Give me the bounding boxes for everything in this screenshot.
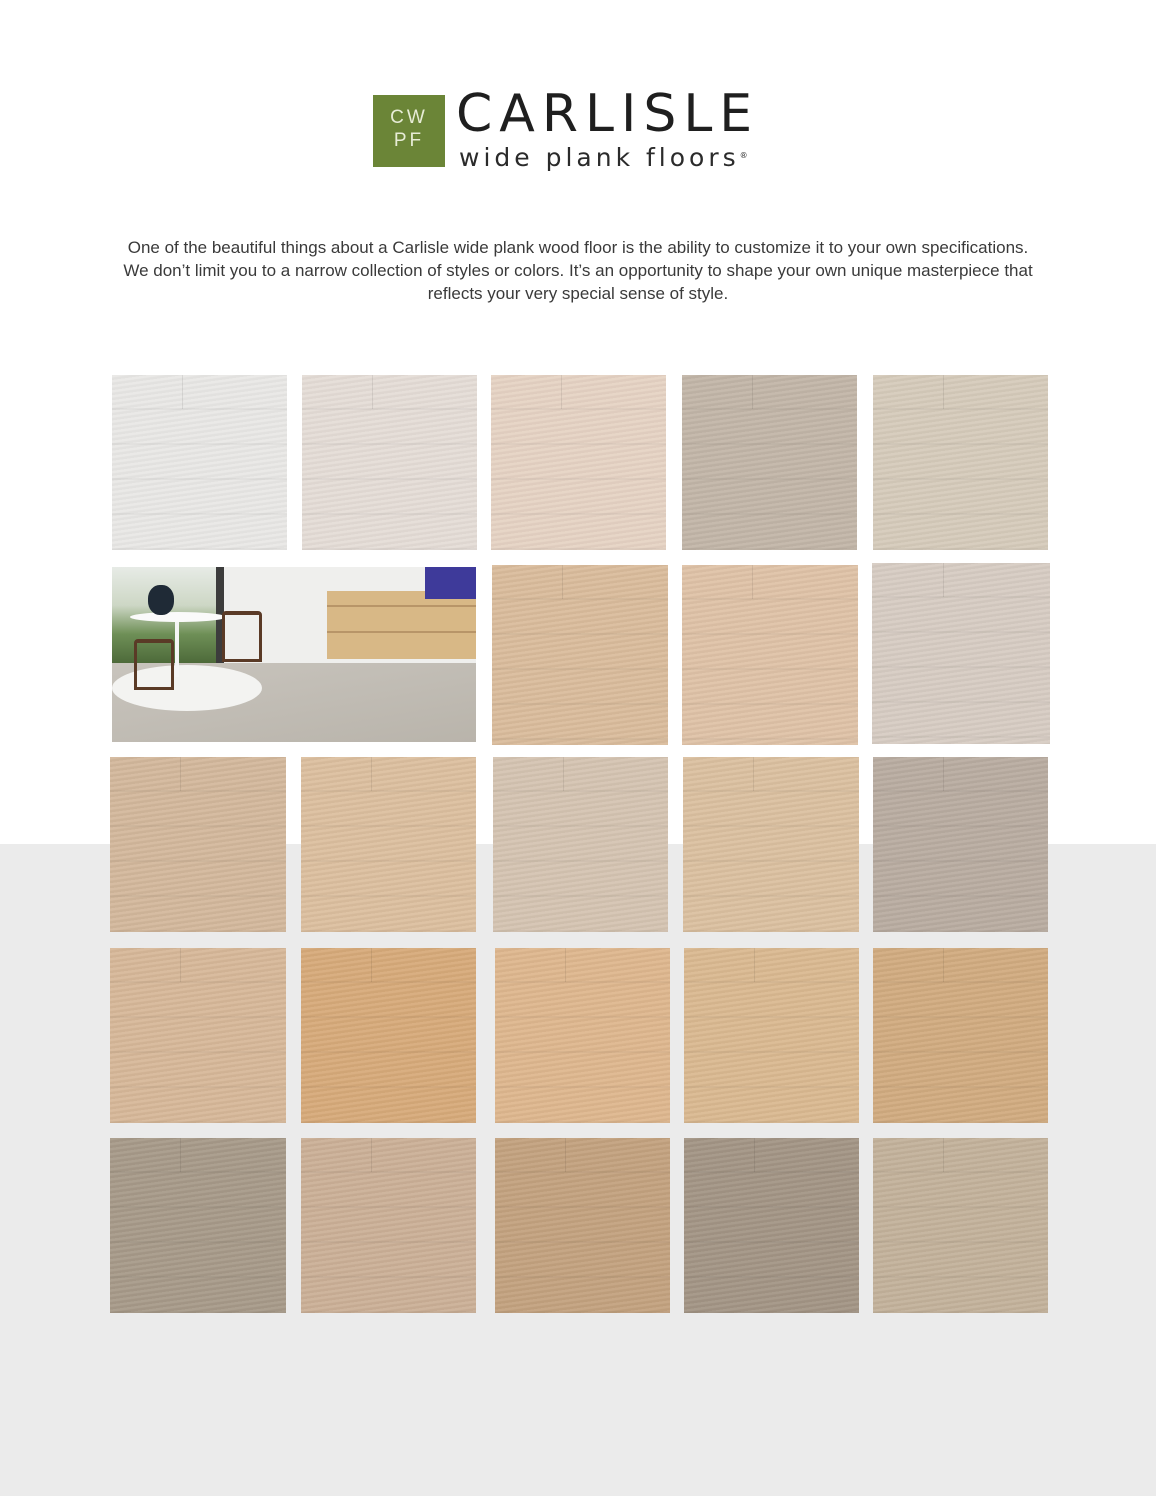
- chair: [134, 639, 174, 690]
- floor-swatch: [110, 948, 286, 1123]
- floor-swatch: [493, 757, 668, 932]
- vase: [148, 585, 174, 615]
- floor-swatch: [301, 757, 476, 932]
- floor-swatch: [112, 375, 287, 550]
- floor-swatch: [682, 565, 858, 745]
- tagline-text: wide plank floors: [459, 143, 740, 172]
- floor-swatch: [110, 757, 286, 932]
- floor-swatch: [873, 757, 1048, 932]
- wall-art: [425, 567, 476, 599]
- room-interior-image: [112, 567, 476, 742]
- cabinet-shelf: [327, 605, 476, 607]
- floor-swatch: [873, 948, 1048, 1123]
- floor-swatch: [302, 375, 477, 550]
- brand-tagline: [459, 144, 748, 172]
- registered-mark: ®: [739, 151, 748, 160]
- floor-swatch: [110, 1138, 286, 1313]
- table-leg: [175, 622, 179, 677]
- floor-swatch: [682, 375, 857, 550]
- monogram-line-1: CW: [390, 107, 428, 128]
- floor-swatch: [492, 565, 668, 745]
- brand-name: CARLISLE: [456, 84, 760, 144]
- floor-swatch: [684, 948, 859, 1123]
- monogram-line-2: PF: [393, 130, 425, 151]
- floor-swatch: [683, 757, 859, 932]
- floor-swatch: [872, 563, 1050, 744]
- floor-swatch: [491, 375, 666, 550]
- intro-paragraph: One of the beautiful things about a Carlisle wide plank wood floor is the ability to customize it to your own specifications. We don’t limit you to a narrow collection of styles or colors. It’s an opportunity to shape your own unique masterpiece that reflects your very special sense of style.: [123, 238, 1033, 303]
- floor-swatch: [301, 1138, 476, 1313]
- floor-swatch: [301, 948, 476, 1123]
- floor-swatch: [495, 948, 670, 1123]
- cwpf-monogram: [373, 95, 445, 167]
- floor-swatch: [873, 1138, 1048, 1313]
- floor-swatch: [495, 1138, 670, 1313]
- floor-swatch: [873, 375, 1048, 550]
- cabinet: [327, 591, 476, 659]
- round-table: [130, 612, 226, 622]
- chair: [222, 611, 262, 662]
- cabinet-shelf: [327, 631, 476, 633]
- floor-swatch: [684, 1138, 859, 1313]
